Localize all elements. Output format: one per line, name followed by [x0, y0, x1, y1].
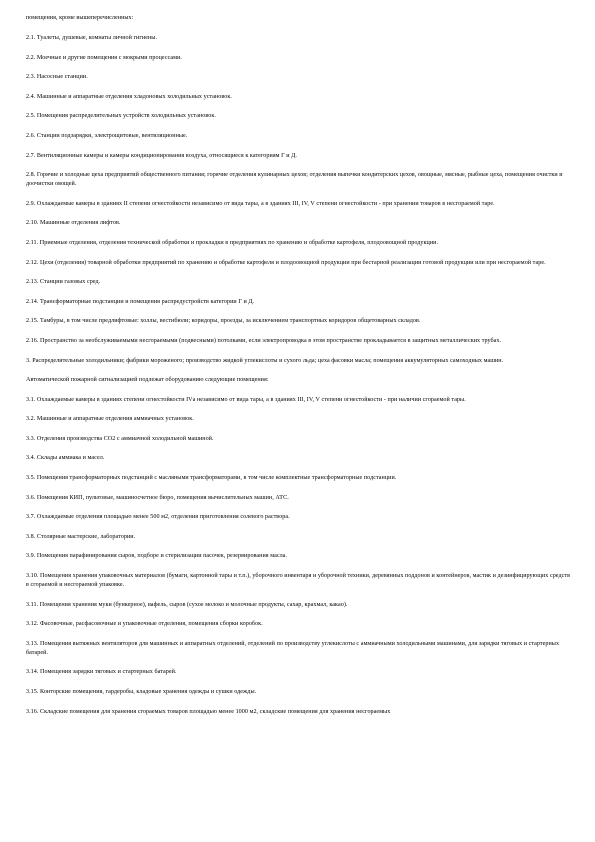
- list-item-2-7: 2.7. Вентиляционные камеры и камеры кондиционирования воздуха, относящиеся к категориям Г и Д.: [26, 152, 297, 159]
- list-item-2-11: 2.11. Приемные отделения, отделения технической обработки и прокладки в предприятиях по хранению и обработке картофеля, плодоовощной продукции.: [26, 239, 439, 246]
- list-item-3-6: 3.6. Помещения КИП, пультовые, машиносчетное бюро, помещения вычислительных машин, АТС.: [26, 494, 289, 501]
- list-item-2-10: 2.10. Машинные отделения лифтов.: [26, 220, 121, 227]
- list-item-3-2: 3.2. Машинные и аппаратные отделения аммиачных установок.: [26, 416, 194, 423]
- list-item-3-8: 3.8. Столярные мастерские, лаборатории.: [26, 533, 136, 540]
- list-item-2-13: 2.13. Станции газовых сред.: [26, 279, 101, 286]
- list-item-3-3: 3.3. Отделения производства СО2 с аммиачной холодильной машиной.: [26, 435, 214, 442]
- list-item-3-16: 3.16. Складские помещения для хранения сгораемых товаров площадью менее 1000 м2, складские помещения для хранения несгораемых: [26, 708, 391, 715]
- document-page: [26, 14, 574, 727]
- list-item-2-1: 2.1. Туалеты, душевые, комнаты личной гигиены.: [26, 35, 158, 41]
- list-item-3-14: 3.14. Помещения зарядки тяговых и стартерных батарей.: [26, 669, 177, 676]
- list-item-2-5: 2.5. Помещения распределительных устройств холодильных установок.: [26, 113, 216, 120]
- list-item-3-1: 3.1. Охлаждаемые камеры в зданиях степени огнестойкости IVа независимо от вида тары, а в зданиях III, IV, V степени огнестойкости - при наличии сгораемой тары.: [26, 396, 466, 403]
- list-item-3-15: 3.15. Конторские помещения, гардеробы, кладовые хранения одежды и сушки одежды.: [26, 689, 257, 695]
- list-item-2-2: 2.2. Моечные и другие помещения с мокрыми процессами.: [26, 54, 182, 61]
- list-item-3-5: 3.5. Помещения трансформаторных подстанций с масляными трансформаторами, в том числе комплектные трансформаторные подстанции.: [26, 475, 397, 482]
- list-item-2-3: 2.3. Насосные станции.: [26, 74, 88, 81]
- list-item-2-4: 2.4. Машинные и аппаратные отделения хладоновых холодильных установок.: [26, 93, 232, 100]
- list-item-2-12: 2.12. Цехи (отделения) товарной обработки предприятий по хранению и обработке картофеля и плодоовощной продукции при бестарной реализации готовой продукции или при несгораемой таре.: [26, 259, 546, 266]
- list-item-2-6: 2.6. Станции подзарядки, электрощитовые, вентиляционные.: [26, 132, 188, 139]
- list-item-3-7: 3.7. Охлаждаемые отделения площадью менее 500 м2, отделения приготовления солевого раствора.: [26, 514, 290, 521]
- list-item-3-10: 3.10. Помещения хранения упаковочных материалов (бумаги, картонной тары и т.п.), уборочного инвентаря и уборочной техники, деревянных поддонов и контейнеров, мастик и дезинфицирующих средств в сгораемой и несгораемой упаковке.: [26, 573, 571, 589]
- list-item-2-16: 2.16. Пространство за необслуживаемыми несгораемыми (подвесными) потолками, если электропроводка в этом пространстве прокладывается в защитных металлических трубах.: [26, 337, 502, 344]
- list-item-2-14: 2.14. Трансформаторные подстанции и помещения распредустройств категории Г и Д.: [26, 298, 255, 305]
- paragraph-intro-continuation: помещения, кроме вышеперечисленных:: [26, 15, 134, 21]
- list-item-3-13: 3.13. Помещения вытяжных вентиляторов для машинных и аппаратных отделений, отделений по производству углекислоты с аммиачными холодильными машинами, для зарядки тяговых и стартерных батарей.: [26, 640, 560, 656]
- list-item-3: 3. Распределительные холодильники; фабрики мороженого; производство жидкой углекислоты и сухого льда; цеха фасовки масла; помещения аккумуляторных самоходных машин.: [26, 357, 504, 364]
- list-item-3-4: 3.4. Склады аммиака и масел.: [26, 455, 105, 462]
- list-item-2-15: 2.15. Тамбуры, в том числе предлифтовые: холлы, вестибюли; коридоры, проезды, за исключением транспортных коридоров общетоварных складов.: [26, 318, 421, 325]
- list-item-3-12: 3.12. Фасовочные, расфасовочные и упаковочные отделения, помещения сборки коробок.: [26, 621, 263, 628]
- list-item-2-9: 2.9. Охлаждаемые камеры в зданиях II степени огнестойкости независимо от вида тары, а в зданиях III, IV, V степени огнестойкости - при хранении товаров в несгораемой таре.: [26, 200, 495, 207]
- list-item-3-9: 3.9. Помещения парафинирования сыров, подборе и стерилизации пасочек, резервирования масла.: [26, 553, 287, 560]
- list-item-2-8: 2.8. Горячие и холодные цеха предприятий общественного питания; горячие отделения кулинарных цехов; отделения выпечки кондитерских цехов, овощные, мясные, рыбные цеха, помещения очистки и доочистки овощей.: [26, 172, 563, 188]
- list-item-3-11: 3.11. Помещения хранения муки (бункерное), вафель, сыров (сухое молоко и молочные продукты, сахар, крахмал, какао).: [26, 601, 348, 608]
- section-intro: Автоматической пожарной сигнализацией подлежат оборудованию следующие помещения:: [26, 377, 269, 384]
